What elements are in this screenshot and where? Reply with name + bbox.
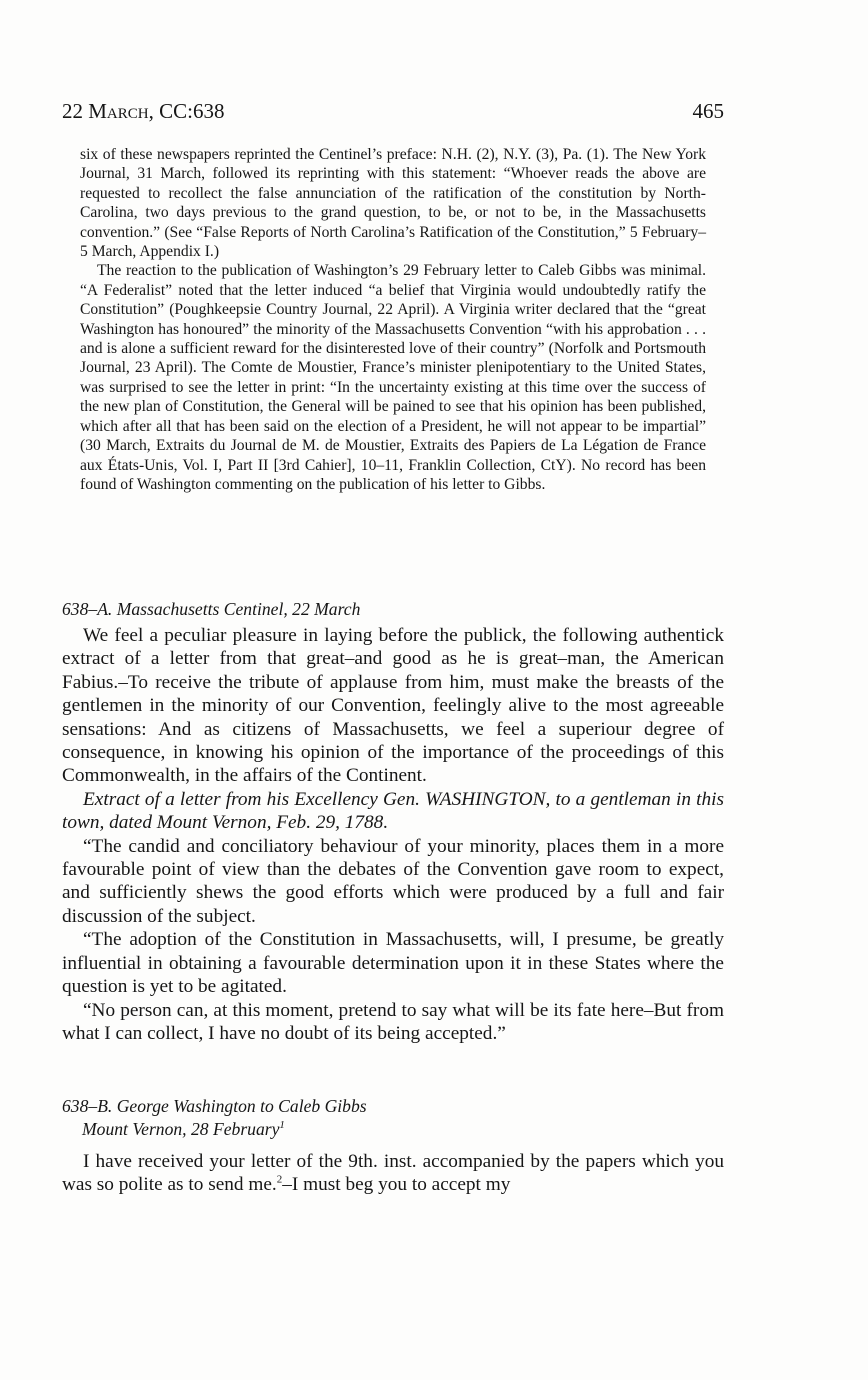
document-heading-a: 638–A. Massachusetts Centinel, 22 March <box>62 599 361 619</box>
page-number: 465 <box>692 99 724 123</box>
note-paragraph: The reaction to the publication of Washington’s 29 February letter to Caleb Gibbs was minimal. “A Federalist” noted that the letter induced “a belief that Virginia would undoubtedly ratify the Constitution” (Poughkeepsie Country Journal, 22 April). A Virginia writer declared that the “great Washington has honoured” the minority of the Massachusetts Convention “with his approbation . . . and is alone a sufficient reward for the disinterested love of their country” (Norfolk and Portsmouth Journal, 23 April). The Comte de Moustier, France’s minister plenipotentiary to the United States, was surprised to see the letter in print: “In the uncertainty existing at this time over the success of the new plan of Constitution, the General will be pained to see that his opinion has been published, which after all that has been said on the election of a President, he will not appear to be impartial” (30 March, Extraits du Journal de M. de Moustier, Extraits des Papiers de La Légation de France aux États-Unis, Vol. I, Part II [3rd Cahier], 10–11, Franklin Collection, CtY). No record has been found of Washington commenting on the publication of his letter to Gibbs. <box>80 262 706 493</box>
heading-dateline: Mount Vernon, 28 February$^1$ <box>82 1119 285 1139</box>
footnote-ref: 2 <box>276 1173 283 1186</box>
letter-dateline: Extract of a letter from his Excellency Gen. WASHINGTON, to a gentleman in this town, dated Mount Vernon, Feb. 29, 1788. <box>62 788 724 834</box>
text-paragraph: We feel a peculiar pleasure in laying before the publick, the following authentick extract of a letter from that great–and good as he is great–man, the American Fabius.–To receive the tribute of applause from him, must make the breasts of the gentlemen in the minority of our Convention, feelingly alive to the most agreeable sensations: And as citizens of Massachusetts, we feel a superiour degree of consequence, in knowing his opinion of the importance of the proceedings of this Commonwealth, in the affairs of the Continent. <box>62 625 724 787</box>
heading-title: 638–B. George Washington to Caleb Gibbs <box>62 1096 367 1116</box>
editorial-note <box>80 145 706 494</box>
document-text-b <box>62 1150 724 1197</box>
text-paragraph: “No person can, at this moment, pretend to say what will be its fate here–But from what I can collect, I have no doubt of its being accepted.” <box>62 999 724 1044</box>
text-paragraph: I have received your letter of the 9th. inst. accompanied by the papers which you was so polite as to send me.$^2$–I must beg you to accept my <box>62 1151 724 1196</box>
running-head <box>62 98 724 124</box>
footnote-ref: 1 <box>279 1119 285 1132</box>
text-paragraph: “The adoption of the Constitution in Massachusetts, will, I presume, be greatly influential in obtaining a favourable determination upon it in these States where the question is yet to be agitated. <box>62 929 724 998</box>
note-paragraph: six of these newspapers reprinted the Centinel’s preface: N.H. (2), N.Y. (3), Pa. (1). The New York Journal, 31 March, followed its reprinting with this statement: “Whoever reads the above are requested to recollect the false annunciation of the ratification of the constitution by North-Carolina, two days previous to the grand question, to be, or not to be, in the Massachusetts convention.” (See “False Reports of North Carolina’s Ratification of the Constitution,” 5 February–5 March, Appendix I.) <box>80 146 706 261</box>
document-text-a <box>62 624 724 1045</box>
running-head-date: 22 March, CC:638 <box>62 99 225 123</box>
document-heading-b <box>62 1095 367 1141</box>
text-paragraph: “The candid and conciliatory behaviour of your minority, places them in a more favourable point of view than the debates of the Convention gave room to expect, and sufficiently shews the good efforts which were produced by a full and fair discussion of the subject. <box>62 835 724 927</box>
